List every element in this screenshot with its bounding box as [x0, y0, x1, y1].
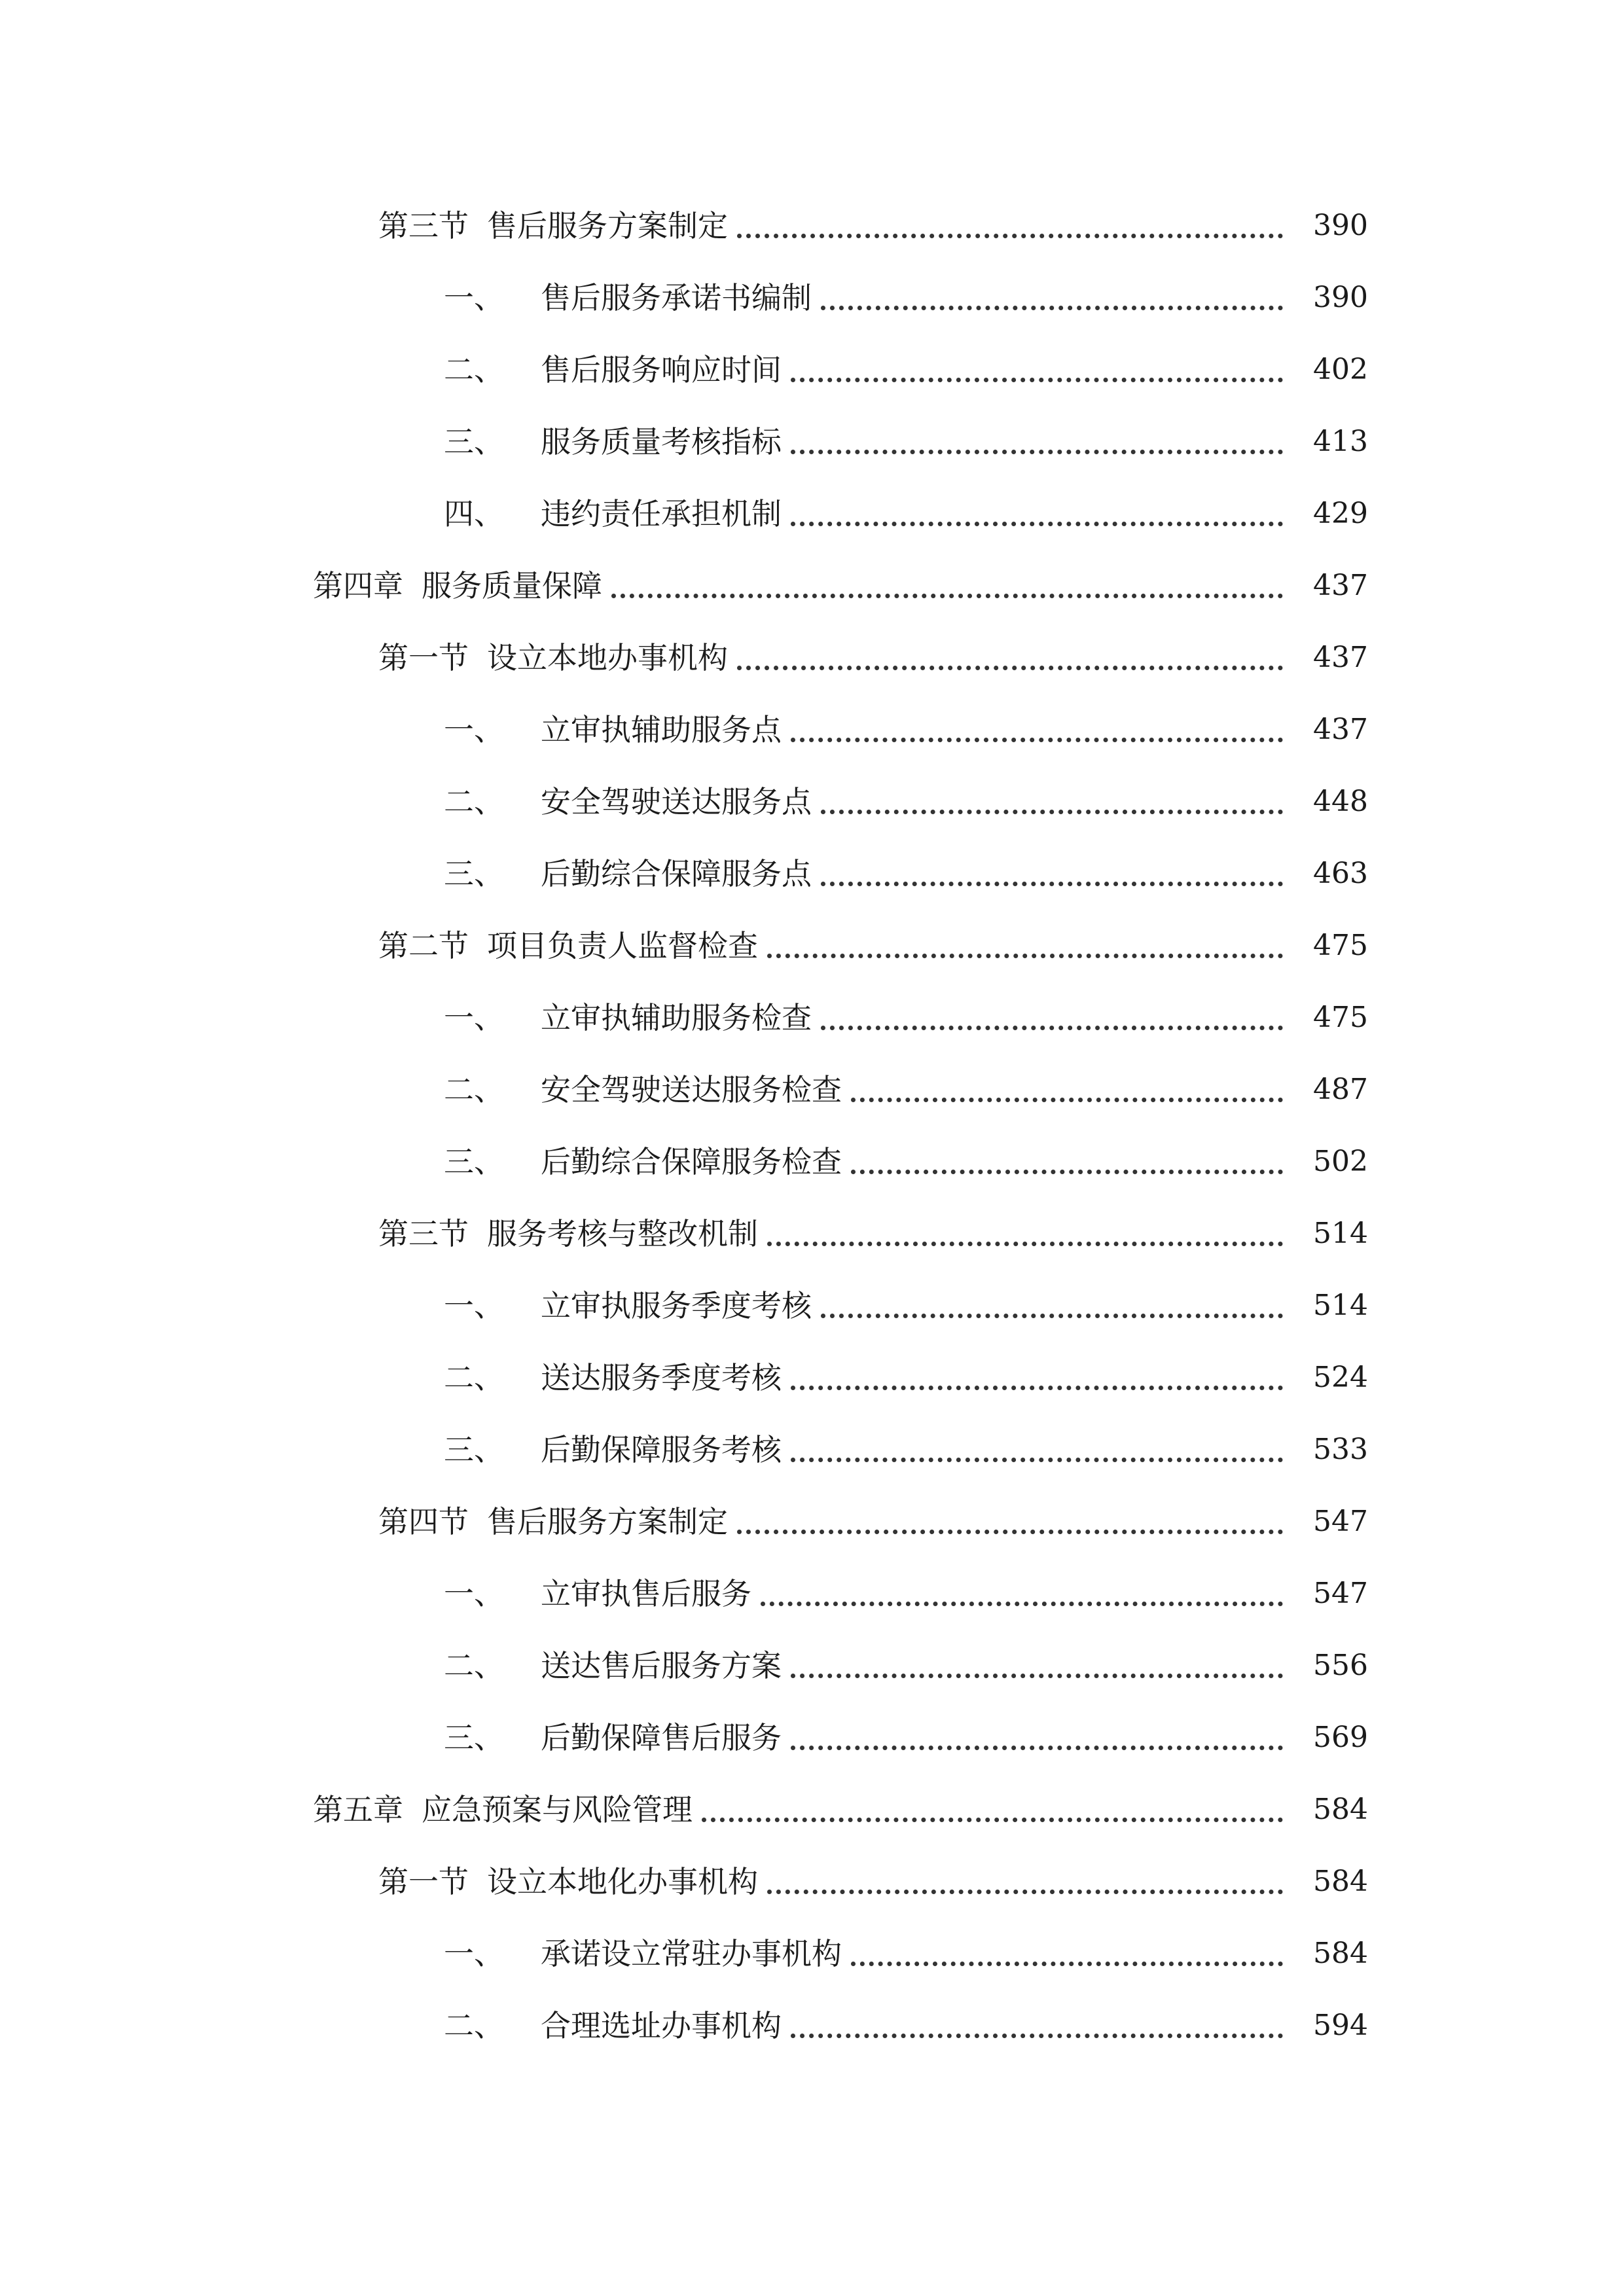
toc-entry-number: 二、	[444, 784, 504, 819]
toc-entry-page: 390	[1313, 281, 1368, 314]
toc-entry-number: 三、	[444, 1144, 504, 1179]
toc-entry-title: 违约责任承担机制	[541, 496, 782, 531]
toc-entry-page: 569	[1313, 1721, 1368, 1754]
toc-entry-number: 二、	[444, 1360, 504, 1395]
toc-entry-title: 售后服务方案制定	[487, 208, 728, 243]
toc-entry-title: 合理选址办事机构	[541, 2008, 782, 2043]
toc-entry-number: 一、	[444, 1000, 504, 1035]
toc-entry-page: 429	[1313, 497, 1368, 530]
toc-entry-title: 售后服务响应时间	[541, 352, 782, 387]
toc-entry-number: 第四章	[313, 568, 403, 603]
dot-leader	[791, 2008, 1283, 2038]
toc-entry-number: 四、	[444, 496, 504, 531]
toc-entry-page: 533	[1313, 1433, 1368, 1466]
toc-entry-title: 设立本地化办事机构	[487, 1864, 758, 1899]
toc-entry-number: 一、	[444, 1936, 504, 1971]
dot-leader	[737, 1504, 1283, 1534]
toc-entry-page: 437	[1313, 569, 1368, 602]
toc-entry-title: 安全驾驶送达服务点	[541, 784, 812, 819]
dot-leader	[737, 640, 1283, 670]
toc-entry-item[interactable]	[444, 478, 1368, 550]
toc-entry-number: 第三节	[378, 1216, 469, 1251]
toc-entry-page: 594	[1313, 2009, 1368, 2042]
dot-leader	[791, 496, 1283, 526]
toc-entry-page: 502	[1313, 1145, 1368, 1178]
toc-entry-title: 送达服务季度考核	[541, 1360, 782, 1395]
dot-leader	[791, 712, 1283, 742]
toc-entry-page: 547	[1313, 1505, 1368, 1538]
toc-entry-page: 413	[1313, 425, 1368, 458]
toc-entry-number: 三、	[444, 1432, 504, 1467]
toc-entry-number: 一、	[444, 1288, 504, 1323]
toc-entry-number: 二、	[444, 352, 504, 387]
toc-entry-page: 584	[1313, 1793, 1368, 1826]
dot-leader	[851, 1144, 1283, 1174]
toc-entry-title: 项目负责人监督检查	[487, 928, 758, 963]
toc-entry-item[interactable]	[444, 406, 1368, 478]
toc-entry-item[interactable]	[444, 1702, 1368, 1774]
toc-entry-item[interactable]	[444, 1342, 1368, 1414]
toc-entry-title: 立审执辅助服务点	[541, 712, 782, 747]
toc-entry-page: 514	[1313, 1289, 1368, 1322]
toc-entry-number: 二、	[444, 1072, 504, 1107]
toc-entry-item[interactable]	[444, 1918, 1368, 1990]
toc-entry-title: 后勤保障售后服务	[541, 1720, 782, 1755]
toc-entry-title: 后勤综合保障服务点	[541, 856, 812, 891]
dot-leader	[821, 1000, 1283, 1030]
dot-leader	[821, 1288, 1283, 1318]
toc-entry-item[interactable]	[444, 262, 1368, 334]
toc-entry-page: 437	[1313, 713, 1368, 746]
toc-entry-number: 一、	[444, 712, 504, 747]
toc-entry-item[interactable]	[444, 838, 1368, 910]
toc-entry-page: 584	[1313, 1937, 1368, 1970]
toc-entry-title: 服务考核与整改机制	[487, 1216, 758, 1251]
toc-entry-number: 第一节	[378, 1864, 469, 1899]
toc-entry-title: 售后服务承诺书编制	[541, 280, 812, 315]
toc-entry-page: 475	[1313, 1001, 1368, 1034]
toc-entry-item[interactable]	[444, 694, 1368, 766]
dot-leader	[767, 1216, 1283, 1246]
toc-entry-number: 三、	[444, 424, 504, 459]
toc-entry-section[interactable]	[378, 910, 1368, 982]
table-of-contents	[0, 190, 1624, 2062]
dot-leader	[821, 784, 1283, 814]
dot-leader	[767, 1864, 1283, 1894]
toc-entry-title: 立审执辅助服务检查	[541, 1000, 812, 1035]
toc-entry-number: 第二节	[378, 928, 469, 963]
toc-entry-item[interactable]	[444, 766, 1368, 838]
toc-entry-number: 三、	[444, 856, 504, 891]
dot-leader	[611, 568, 1283, 598]
toc-entry-item[interactable]	[444, 1558, 1368, 1630]
toc-entry-page: 402	[1313, 353, 1368, 386]
toc-entry-title: 服务质量考核指标	[541, 424, 782, 459]
toc-entry-page: 390	[1313, 209, 1368, 242]
toc-entry-page: 556	[1313, 1649, 1368, 1682]
toc-entry-item[interactable]	[444, 982, 1368, 1054]
dot-leader	[791, 1432, 1283, 1462]
toc-entry-page: 584	[1313, 1865, 1368, 1898]
toc-entry-section[interactable]	[378, 1486, 1368, 1558]
toc-entry-chapter[interactable]	[313, 550, 1368, 622]
toc-entry-item[interactable]	[444, 1270, 1368, 1342]
dot-leader	[791, 1360, 1283, 1390]
toc-entry-title: 承诺设立常驻办事机构	[541, 1936, 842, 1971]
toc-entry-section[interactable]	[378, 622, 1368, 694]
toc-entry-page: 547	[1313, 1577, 1368, 1610]
dot-leader	[702, 1792, 1283, 1822]
dot-leader	[761, 1576, 1283, 1606]
toc-entry-title: 后勤保障服务考核	[541, 1432, 782, 1467]
toc-entry-section[interactable]	[378, 190, 1368, 262]
dot-leader	[851, 1072, 1283, 1102]
toc-entry-number: 一、	[444, 1576, 504, 1611]
dot-leader	[737, 208, 1283, 238]
toc-entry-number: 二、	[444, 1648, 504, 1683]
toc-entry-number: 三、	[444, 1720, 504, 1755]
toc-entry-page: 524	[1313, 1361, 1368, 1394]
toc-entry-number: 第五章	[313, 1792, 403, 1827]
toc-entry-section[interactable]	[378, 1198, 1368, 1270]
toc-entry-title: 售后服务方案制定	[487, 1504, 728, 1539]
toc-entry-item[interactable]	[444, 334, 1368, 406]
toc-entry-section[interactable]	[378, 1846, 1368, 1918]
dot-leader	[791, 1720, 1283, 1750]
toc-entry-number: 第三节	[378, 208, 469, 243]
toc-entry-page: 448	[1313, 785, 1368, 818]
toc-entry-title: 应急预案与风险管理	[422, 1792, 693, 1827]
toc-entry-title: 设立本地办事机构	[487, 640, 728, 675]
toc-entry-item[interactable]	[444, 1126, 1368, 1198]
toc-entry-page: 487	[1313, 1073, 1368, 1106]
toc-entry-number: 一、	[444, 280, 504, 315]
dot-leader	[791, 424, 1283, 454]
toc-entry-item[interactable]	[444, 1990, 1368, 2062]
dot-leader	[821, 280, 1283, 310]
toc-entry-title: 立审执服务季度考核	[541, 1288, 812, 1323]
dot-leader	[791, 1648, 1283, 1678]
toc-entry-title: 立审执售后服务	[541, 1576, 751, 1611]
toc-entry-chapter[interactable]	[313, 1774, 1368, 1846]
toc-entry-page: 437	[1313, 641, 1368, 674]
toc-entry-page: 475	[1313, 929, 1368, 962]
dot-leader	[851, 1936, 1283, 1966]
dot-leader	[767, 928, 1283, 958]
dot-leader	[821, 856, 1283, 886]
toc-entry-item[interactable]	[444, 1414, 1368, 1486]
toc-entry-title: 服务质量保障	[422, 568, 602, 603]
toc-entry-number: 第四节	[378, 1504, 469, 1539]
toc-entry-title: 安全驾驶送达服务检查	[541, 1072, 842, 1107]
toc-entry-item[interactable]	[444, 1630, 1368, 1702]
toc-entry-item[interactable]	[444, 1054, 1368, 1126]
toc-entry-title: 后勤综合保障服务检查	[541, 1144, 842, 1179]
toc-entry-page: 514	[1313, 1217, 1368, 1250]
toc-entry-number: 第一节	[378, 640, 469, 675]
toc-entry-page: 463	[1313, 857, 1368, 890]
dot-leader	[791, 352, 1283, 382]
toc-entry-title: 送达售后服务方案	[541, 1648, 782, 1683]
toc-entry-number: 二、	[444, 2008, 504, 2043]
